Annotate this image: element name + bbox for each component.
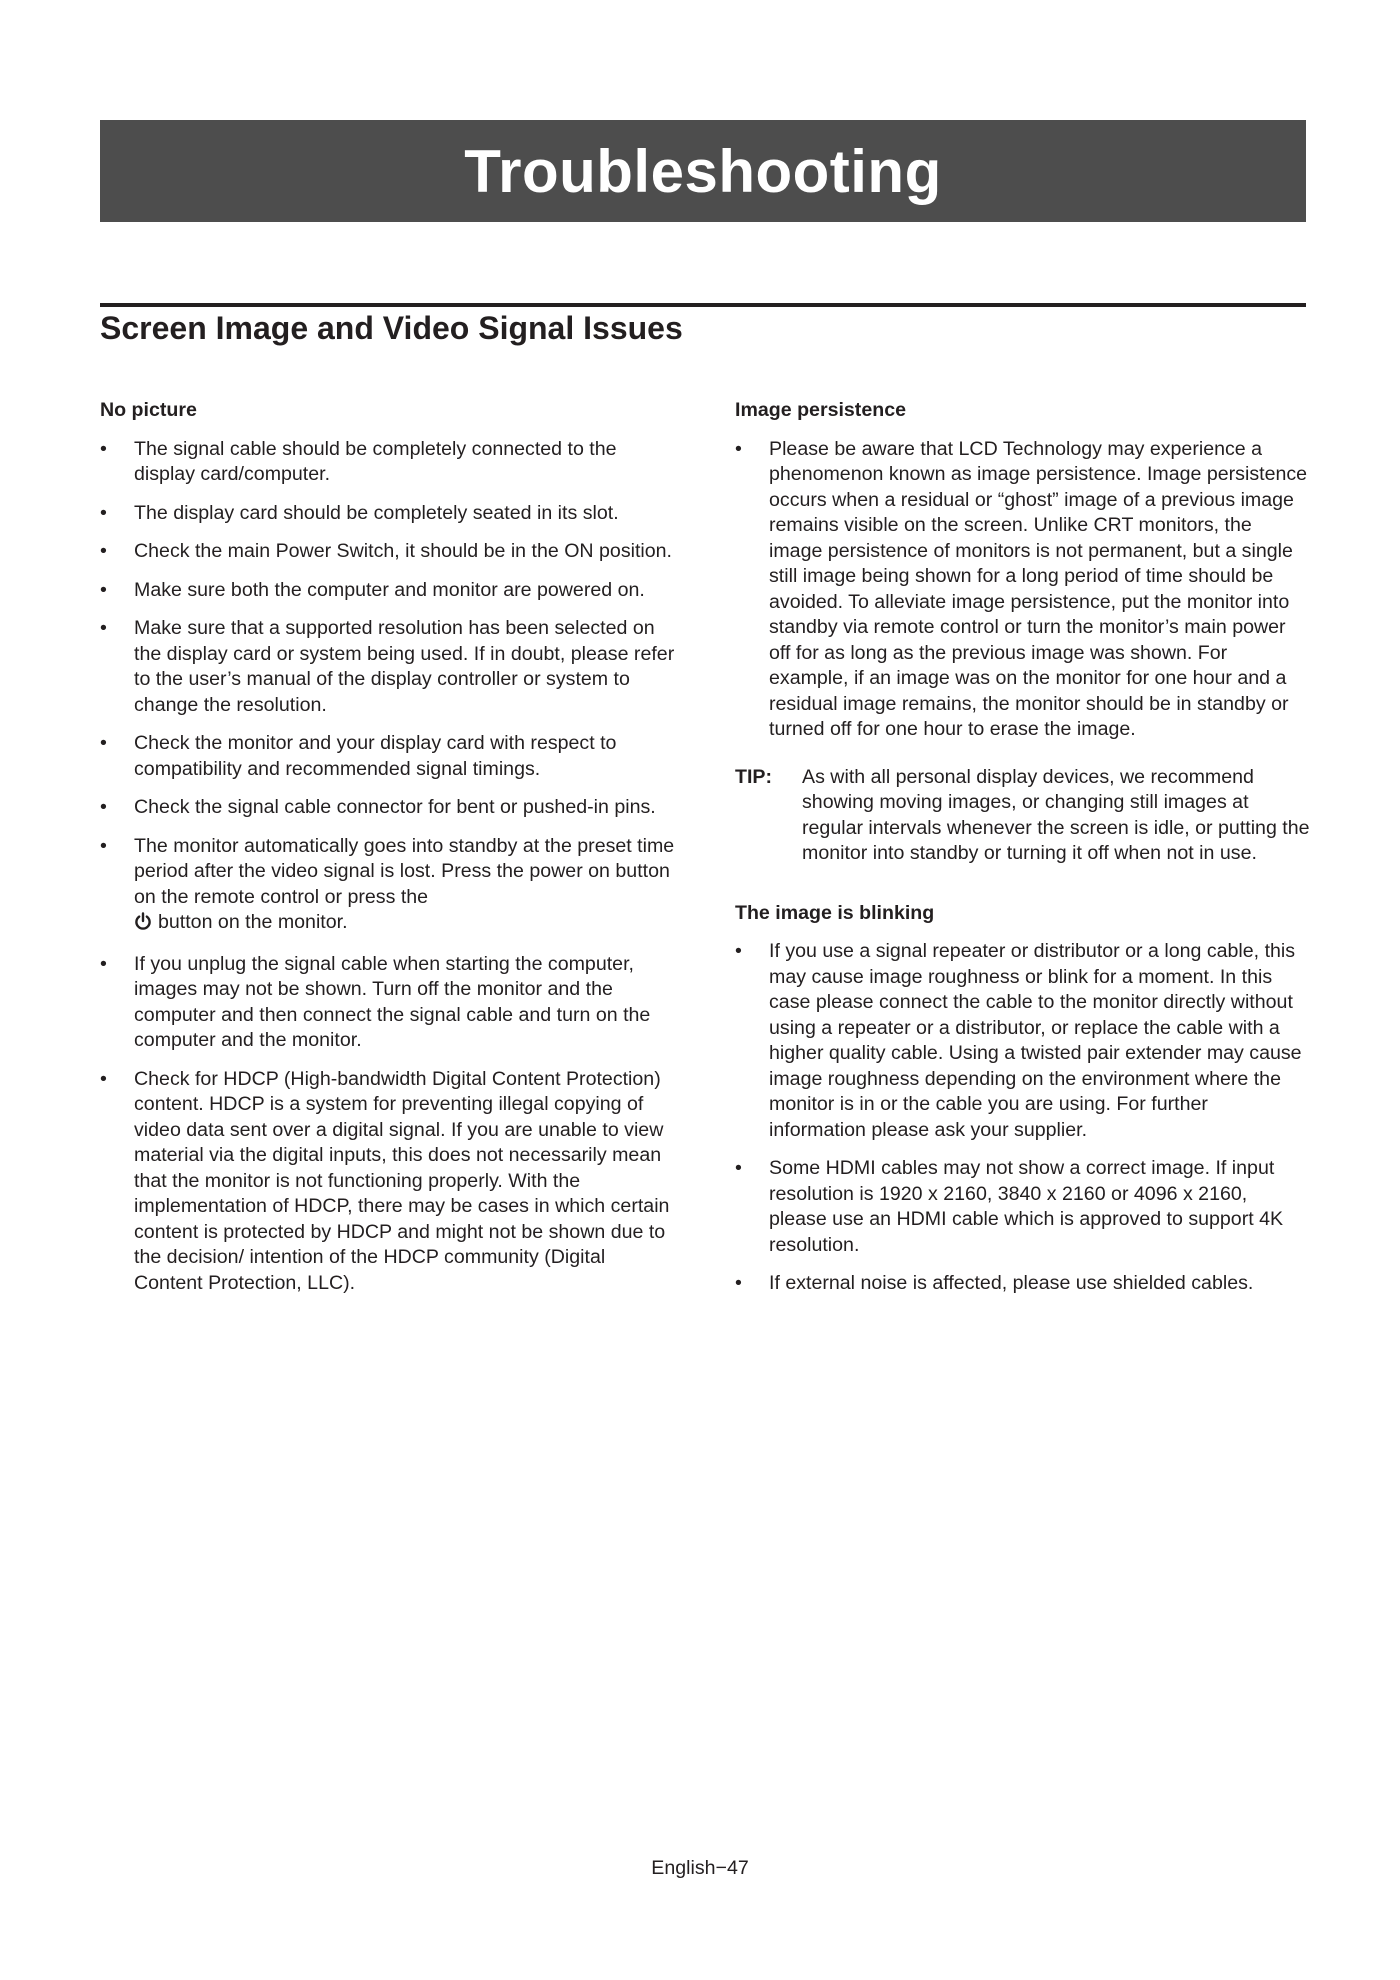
list-item: • Make sure that a supported resolution has been selected on the display card or system being used. If in doubt, please refer to the user’s manual of the display controller or system to change the resolution.	[100, 616, 675, 718]
page-title: Troubleshooting	[464, 137, 942, 205]
list-item: • Some HDMI cables may not show a correct image. If input resolution is 1920 x 2160, 3840 x 2160 or 4096 x 2160, please use an HDMI cable which is approved to support 4K resolution.	[735, 1156, 1310, 1258]
image-persistence-list	[735, 437, 1310, 743]
image-blinking-heading: The image is blinking	[735, 901, 935, 924]
list-item: • If you unplug the signal cable when starting the computer, images may not be shown. Turn off the monitor and the computer and then connect the signal cable and turn on the computer and the monitor.	[100, 952, 675, 1054]
tip-label: TIP:	[735, 765, 773, 788]
list-item: • If external noise is affected, please use shielded cables.	[735, 1271, 1310, 1297]
no-picture-list	[100, 437, 675, 1297]
right-column	[735, 398, 1310, 1310]
image-blinking-list	[735, 939, 1310, 1297]
list-item: • Make sure both the computer and monitor are powered on.	[100, 578, 675, 604]
left-column	[100, 398, 675, 1309]
tip-text: As with all personal display devices, we recommend showing moving images, or changing still images at regular intervals whenever the screen is idle, or putting the monitor into standby or turning it off when not in use.	[802, 765, 1310, 864]
list-item: • Check the main Power Switch, it should be in the ON position.	[100, 539, 675, 565]
section-title: Screen Image and Video Signal Issues	[100, 310, 683, 346]
page-banner	[100, 120, 1306, 222]
list-item: • The display card should be completely seated in its slot.	[100, 501, 675, 527]
list-item: • Check for HDCP (High-bandwidth Digital Content Protection) content. HDCP is a system for preventing illegal copying of video data sent over a digital signal. If you are unable to view material via the digital inputs, this does not necessarily mean that the monitor is not functioning properly. With the implementation of HDCP, there may be cases in which certain content is protected by HDCP and might not be shown due to the decision/ intention of the HDCP community (Digital Content Protection, LLC).	[100, 1067, 675, 1297]
tip-note	[735, 765, 1310, 867]
list-item: • Check the monitor and your display card with respect to compatibility and recommended signal timings.	[100, 731, 675, 782]
list-item: • If you use a signal repeater or distributor or a long cable, this may cause image roughness or blink for a moment. In this case please connect the cable to the monitor directly without using a repeater or a distributor, or replace the cable with a higher quality cable. Using a twisted pair extender may cause image roughness depending on the environment where the monitor is in or the cable you are using. For further information please ask your supplier.	[735, 939, 1310, 1143]
list-item	[100, 834, 675, 939]
standby-text: The monitor automatically goes into standby at the preset time period after the video signal is lost. Press the power on button on the remote control or press the	[134, 834, 675, 908]
list-item: • Please be aware that LCD Technology may experience a phenomenon known as image persistence. Image persistence occurs when a residual or “ghost” image of a previous image remains visible on the screen. Unlike CRT monitors, the image persistence of monitors is not permanent, but a single still image being shown for a long period of time should be avoided. To alleviate image persistence, put the monitor into standby via remote control or turn the monitor’s main power off for as long as the previous image was shown. For example, if an image was on the monitor for one hour and a residual image remains, the monitor should be in standby or turned off for one hour to erase the image.	[735, 437, 1310, 743]
image-persistence-heading: Image persistence	[735, 399, 906, 421]
standby-text-suffix: button on the monitor.	[158, 911, 348, 933]
power-icon	[134, 912, 152, 939]
page-number: English−47	[651, 1857, 749, 1879]
no-picture-heading: No picture	[100, 399, 197, 421]
list-item: • Check the signal cable connector for bent or pushed-in pins.	[100, 795, 675, 821]
list-item: • The signal cable should be completely connected to the display card/computer.	[100, 437, 675, 488]
